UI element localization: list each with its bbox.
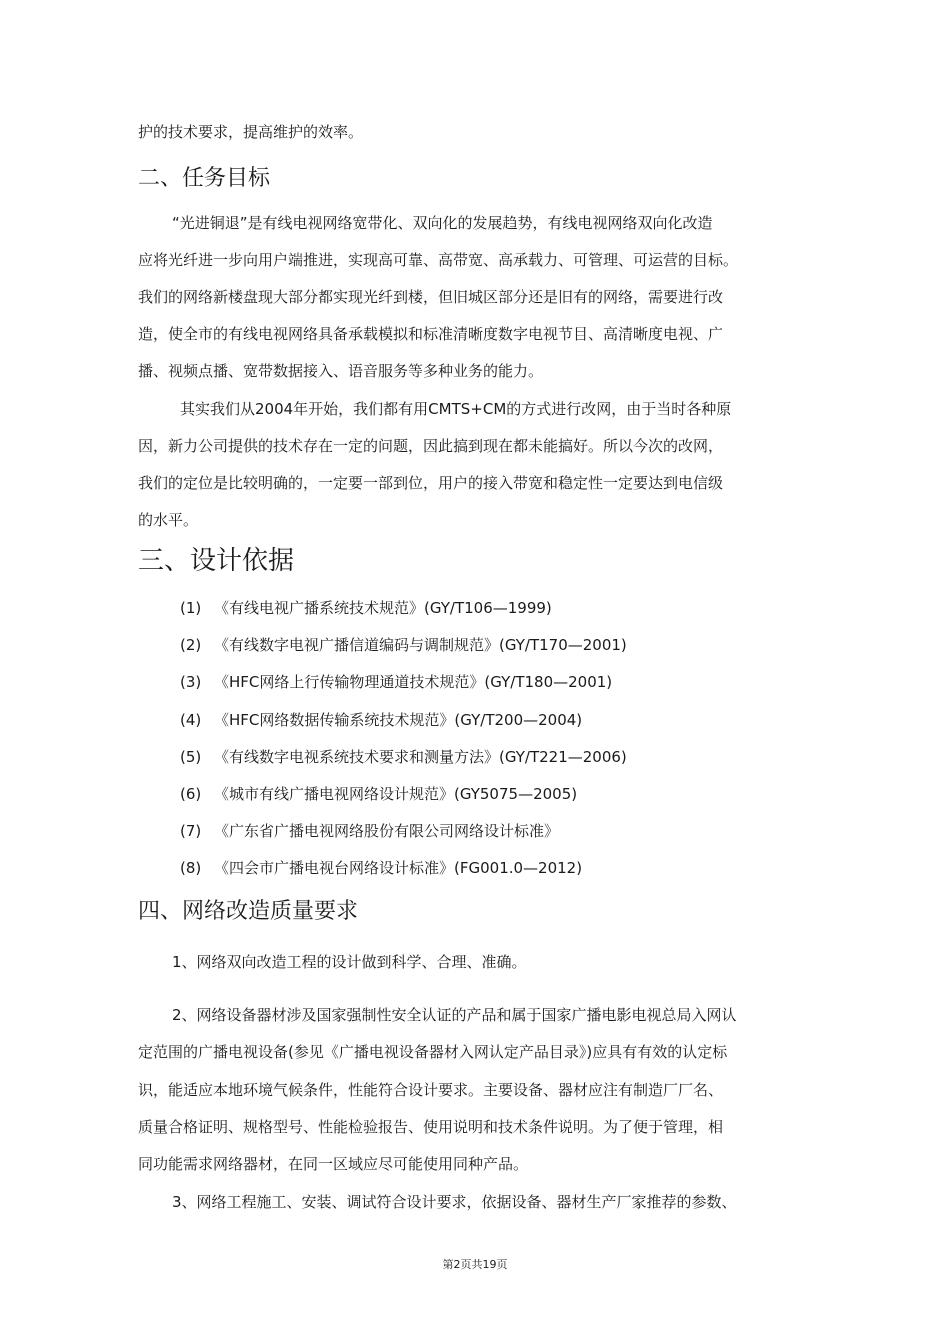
body-text-line: 因，新力公司提供的技术存在一定的问题，因此搞到现在都未能搞好。所以今次的改网，: [138, 437, 724, 455]
body-text-line: 我们的网络新楼盘现大部分都实现光纤到楼，但旧城区部分还是旧有的网络，需要进行改: [138, 288, 724, 306]
reference-item: [180, 598, 552, 618]
reference-item: [180, 858, 582, 878]
reference-text: 《有线数字电视广播信道编码与调制规范》(GY/T170—2001): [214, 636, 627, 654]
body-text-line: 2、网络设备器材涉及国家强制性安全认证的产品和属于国家广播电影电视总局入网认: [172, 1006, 737, 1024]
reference-item: [180, 710, 582, 730]
body-text-line: 定范围的广播电视设备(参见《广播电视设备器材入网认定产品目录》)应具有有效的认定标: [138, 1043, 728, 1061]
reference-number: (3): [180, 673, 202, 691]
reference-item: [180, 821, 559, 841]
reference-number: (1): [180, 599, 202, 617]
reference-number: (8): [180, 859, 202, 877]
reference-number: (2): [180, 636, 202, 654]
reference-item: [180, 635, 627, 655]
body-text-line: “光进铜退”是有线电视网络宽带化、双向化的发展趋势，有线电视网络双向化改造: [172, 214, 713, 232]
section-heading-quality-requirements: 四、网络改造质量要求: [138, 899, 359, 924]
body-text-line: 我们的定位是比较明确的，一定要一部到位，用户的接入带宽和稳定性一定要达到电信级: [138, 474, 724, 492]
reference-text: 《HFC网络数据传输系统技术规范》(GY/T200—2004): [214, 711, 583, 729]
reference-text: 《有线电视广播系统技术规范》(GY/T106—1999): [214, 599, 552, 617]
body-text-line: 应将光纤进一步向用户端推进，实现高可靠、高带宽、高承载力、可管理、可运营的目标。: [138, 251, 739, 269]
body-text-line: 护的技术要求，提高维护的效率。: [138, 123, 364, 141]
reference-number: (4): [180, 711, 202, 729]
body-text-line: 的水平。: [138, 511, 199, 529]
body-text-line: 1、网络双向改造工程的设计做到科学、合理、准确。: [172, 953, 527, 971]
body-text-line: 其实我们从2004年开始，我们都有用CMTS+CM的方式进行改网，由于当时各种原: [180, 400, 732, 418]
body-text-line: 识，能适应本地环境气候条件，性能符合设计要求。主要设备、器材应注有制造厂厂名、: [138, 1081, 724, 1099]
reference-text: 《四会市广播电视台网络设计标准》(FG001.0—2012): [214, 859, 583, 877]
section-heading-task-goal: 二、任务目标: [138, 166, 271, 191]
body-text-line: 播、视频点播、宽带数据接入、语音服务等多种业务的能力。: [138, 362, 544, 380]
reference-item: [180, 747, 627, 767]
section-heading-design-basis: 三、设计依据: [138, 546, 295, 576]
reference-item: [180, 672, 612, 692]
reference-number: (6): [180, 785, 202, 803]
reference-item: [180, 784, 577, 804]
reference-text: 《城市有线广播电视网络设计规范》(GY5075—2005): [214, 785, 578, 803]
body-text-line: 3、网络工程施工、安装、调试符合设计要求，依据设备、器材生产厂家推荐的参数、: [172, 1193, 737, 1211]
reference-text: 《有线数字电视系统技术要求和测量方法》(GY/T221—2006): [214, 748, 627, 766]
body-text-line: 同功能需求网络器材，在同一区域应尽可能使用同种产品。: [138, 1155, 529, 1173]
body-text-line: 质量合格证明、规格型号、性能检验报告、使用说明和技术条件说明。为了便于管理，相: [138, 1118, 724, 1136]
body-text-line: 造，使全市的有线电视网络具备承载模拟和标准清晰度数字电视节目、高清晰度电视、广: [138, 325, 724, 343]
reference-number: (7): [180, 822, 202, 840]
page-number-footer: 第2页共19页: [442, 1258, 508, 1271]
reference-number: (5): [180, 748, 202, 766]
reference-text: 《广东省广播电视网络股份有限公司网络设计标准》: [214, 822, 560, 840]
reference-text: 《HFC网络上行传输物理通道技术规范》(GY/T180—2001): [214, 673, 613, 691]
